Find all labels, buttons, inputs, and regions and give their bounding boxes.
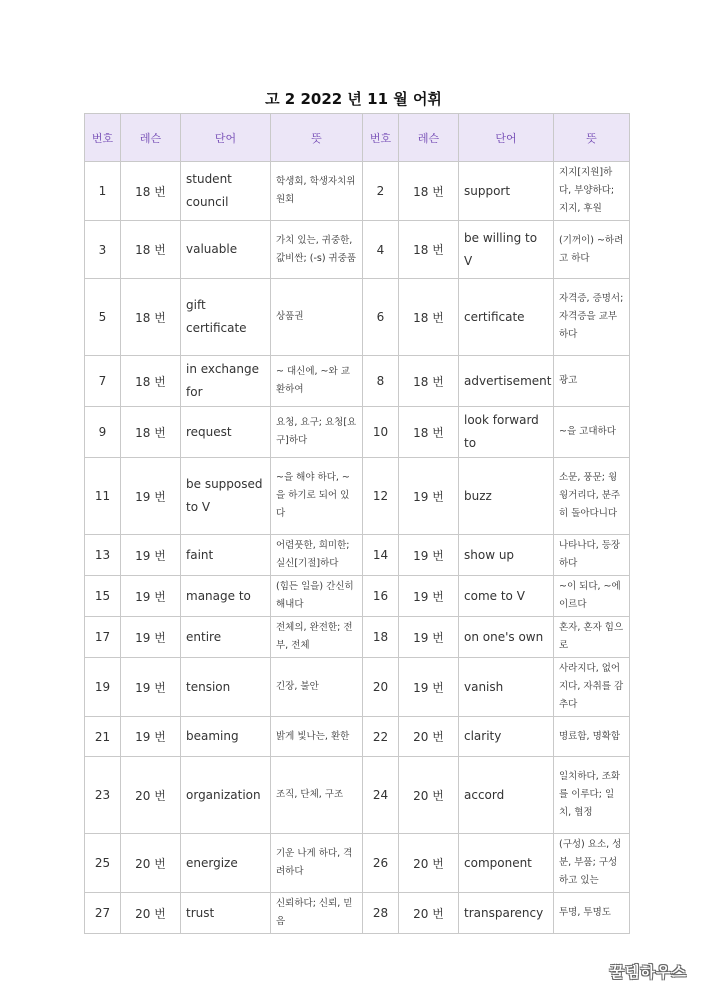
- entry-meaning: 전체의, 완전한; 전부, 전체: [271, 617, 363, 658]
- entry-meaning: 학생회, 학생자치위원회: [271, 162, 363, 221]
- entry-lesson: 20 번: [399, 893, 459, 934]
- entry-word: accord: [459, 757, 554, 834]
- entry-meaning: 혼자, 혼자 힘으로: [554, 617, 630, 658]
- table-row: [85, 757, 630, 834]
- entry-lesson: 18 번: [399, 279, 459, 356]
- entry-word: certificate: [459, 279, 554, 356]
- entry-lesson: 19 번: [121, 535, 181, 576]
- entry-word: be willing to V: [459, 221, 554, 279]
- entry-lesson: 19 번: [399, 576, 459, 617]
- watermark-logo: 꿀템하우스: [609, 963, 687, 981]
- entry-number: 3: [85, 221, 121, 279]
- entry-lesson: 19 번: [399, 535, 459, 576]
- entry-number: 17: [85, 617, 121, 658]
- entry-lesson: 20 번: [399, 717, 459, 757]
- entry-word: come to V: [459, 576, 554, 617]
- entry-number: 24: [363, 757, 399, 834]
- entry-lesson: 19 번: [121, 576, 181, 617]
- entry-number: 6: [363, 279, 399, 356]
- header-meaning: 뜻: [554, 114, 630, 162]
- entry-number: 16: [363, 576, 399, 617]
- entry-lesson: 18 번: [399, 407, 459, 458]
- entry-word: advertisement: [459, 356, 554, 407]
- header-word: 단어: [181, 114, 271, 162]
- table-row: [85, 356, 630, 407]
- entry-number: 21: [85, 717, 121, 757]
- entry-lesson: 18 번: [121, 221, 181, 279]
- entry-meaning: 조직, 단체, 구조: [271, 757, 363, 834]
- entry-meaning: ~을 해야 하다, ~을 하기로 되어 있다: [271, 458, 363, 535]
- entry-number: 15: [85, 576, 121, 617]
- entry-word: valuable: [181, 221, 271, 279]
- entry-number: 9: [85, 407, 121, 458]
- entry-meaning: 일치하다, 조화를 이루다; 일치, 협정: [554, 757, 630, 834]
- entry-meaning: 자격증, 증명서; 자격증을 교부하다: [554, 279, 630, 356]
- entry-number: 8: [363, 356, 399, 407]
- entry-word: faint: [181, 535, 271, 576]
- entry-meaning: ~ 대신에, ~와 교환하여: [271, 356, 363, 407]
- entry-number: 14: [363, 535, 399, 576]
- entry-meaning: 광고: [554, 356, 630, 407]
- entry-word: in exchange for: [181, 356, 271, 407]
- table-body: [85, 162, 630, 934]
- entry-number: 22: [363, 717, 399, 757]
- entry-number: 12: [363, 458, 399, 535]
- entry-lesson: 19 번: [121, 617, 181, 658]
- entry-meaning: 기운 나게 하다, 격려하다: [271, 834, 363, 893]
- entry-lesson: 18 번: [121, 407, 181, 458]
- entry-lesson: 19 번: [399, 658, 459, 717]
- entry-lesson: 18 번: [399, 162, 459, 221]
- table-header-row: [85, 114, 630, 162]
- entry-word: vanish: [459, 658, 554, 717]
- entry-meaning: 긴장, 불안: [271, 658, 363, 717]
- entry-meaning: 나타나다, 등장하다: [554, 535, 630, 576]
- entry-meaning: (기꺼이) ~하려고 하다: [554, 221, 630, 279]
- entry-lesson: 19 번: [121, 658, 181, 717]
- page-title: 고 2 2022 년 11 월 어휘: [265, 90, 442, 108]
- entry-lesson: 20 번: [121, 834, 181, 893]
- table-row: [85, 162, 630, 221]
- entry-word: be supposed to V: [181, 458, 271, 535]
- entry-lesson: 20 번: [121, 893, 181, 934]
- table-row: [85, 834, 630, 893]
- entry-number: 2: [363, 162, 399, 221]
- entry-number: 27: [85, 893, 121, 934]
- entry-meaning: 가치 있는, 귀중한, 값비싼; (-s) 귀중품: [271, 221, 363, 279]
- entry-lesson: 18 번: [399, 356, 459, 407]
- entry-number: 11: [85, 458, 121, 535]
- header-lesson: 레슨: [121, 114, 181, 162]
- table-row: [85, 535, 630, 576]
- entry-number: 28: [363, 893, 399, 934]
- entry-lesson: 19 번: [399, 458, 459, 535]
- header-meaning: 뜻: [271, 114, 363, 162]
- table-row: [85, 407, 630, 458]
- entry-number: 25: [85, 834, 121, 893]
- entry-meaning: (구성) 요소, 성분, 부품; 구성하고 있는: [554, 834, 630, 893]
- entry-word: beaming: [181, 717, 271, 757]
- vocabulary-table: [84, 113, 630, 934]
- entry-word: look forward to: [459, 407, 554, 458]
- table-row: [85, 279, 630, 356]
- entry-word: trust: [181, 893, 271, 934]
- entry-word: support: [459, 162, 554, 221]
- entry-lesson: 19 번: [399, 617, 459, 658]
- entry-number: 4: [363, 221, 399, 279]
- entry-meaning: 상품권: [271, 279, 363, 356]
- entry-lesson: 20 번: [399, 757, 459, 834]
- table-row: [85, 221, 630, 279]
- entry-meaning: 신뢰하다; 신뢰, 믿음: [271, 893, 363, 934]
- table-row: [85, 458, 630, 535]
- entry-word: clarity: [459, 717, 554, 757]
- entry-meaning: 밝게 빛나는, 환한: [271, 717, 363, 757]
- entry-lesson: 18 번: [399, 221, 459, 279]
- entry-word: component: [459, 834, 554, 893]
- entry-word: gift certificate: [181, 279, 271, 356]
- entry-number: 18: [363, 617, 399, 658]
- table-row: [85, 893, 630, 934]
- entry-lesson: 18 번: [121, 279, 181, 356]
- entry-number: 7: [85, 356, 121, 407]
- table-row: [85, 658, 630, 717]
- entry-lesson: 19 번: [121, 458, 181, 535]
- entry-lesson: 20 번: [399, 834, 459, 893]
- entry-word: student council: [181, 162, 271, 221]
- header-number: 번호: [363, 114, 399, 162]
- entry-word: manage to: [181, 576, 271, 617]
- table-row: [85, 617, 630, 658]
- entry-meaning: ~을 고대하다: [554, 407, 630, 458]
- entry-number: 1: [85, 162, 121, 221]
- entry-meaning: 어렴풋한, 희미한; 실신[기절]하다: [271, 535, 363, 576]
- entry-meaning: 명료함, 명확함: [554, 717, 630, 757]
- entry-word: organization: [181, 757, 271, 834]
- entry-meaning: 사라지다, 없어지다, 자취를 감추다: [554, 658, 630, 717]
- header-word: 단어: [459, 114, 554, 162]
- entry-number: 10: [363, 407, 399, 458]
- entry-word: on one's own: [459, 617, 554, 658]
- entry-number: 19: [85, 658, 121, 717]
- entry-meaning: ~이 되다, ~에 이르다: [554, 576, 630, 617]
- entry-word: show up: [459, 535, 554, 576]
- table-row: [85, 576, 630, 617]
- entry-word: buzz: [459, 458, 554, 535]
- entry-word: energize: [181, 834, 271, 893]
- entry-word: entire: [181, 617, 271, 658]
- entry-lesson: 18 번: [121, 356, 181, 407]
- entry-number: 23: [85, 757, 121, 834]
- entry-word: transparency: [459, 893, 554, 934]
- entry-meaning: 요청, 요구; 요청[요구]하다: [271, 407, 363, 458]
- entry-number: 13: [85, 535, 121, 576]
- header-number: 번호: [85, 114, 121, 162]
- entry-lesson: 19 번: [121, 717, 181, 757]
- table-row: [85, 717, 630, 757]
- entry-word: request: [181, 407, 271, 458]
- entry-number: 5: [85, 279, 121, 356]
- entry-lesson: 20 번: [121, 757, 181, 834]
- entry-lesson: 18 번: [121, 162, 181, 221]
- entry-meaning: (힘든 일을) 간신히 해내다: [271, 576, 363, 617]
- entry-word: tension: [181, 658, 271, 717]
- entry-number: 26: [363, 834, 399, 893]
- entry-meaning: 소문, 풍문; 윙윙거리다, 분주히 돌아다니다: [554, 458, 630, 535]
- entry-meaning: 지지[지원]하다, 부양하다; 지지, 후원: [554, 162, 630, 221]
- header-lesson: 레슨: [399, 114, 459, 162]
- entry-meaning: 투명, 투명도: [554, 893, 630, 934]
- entry-number: 20: [363, 658, 399, 717]
